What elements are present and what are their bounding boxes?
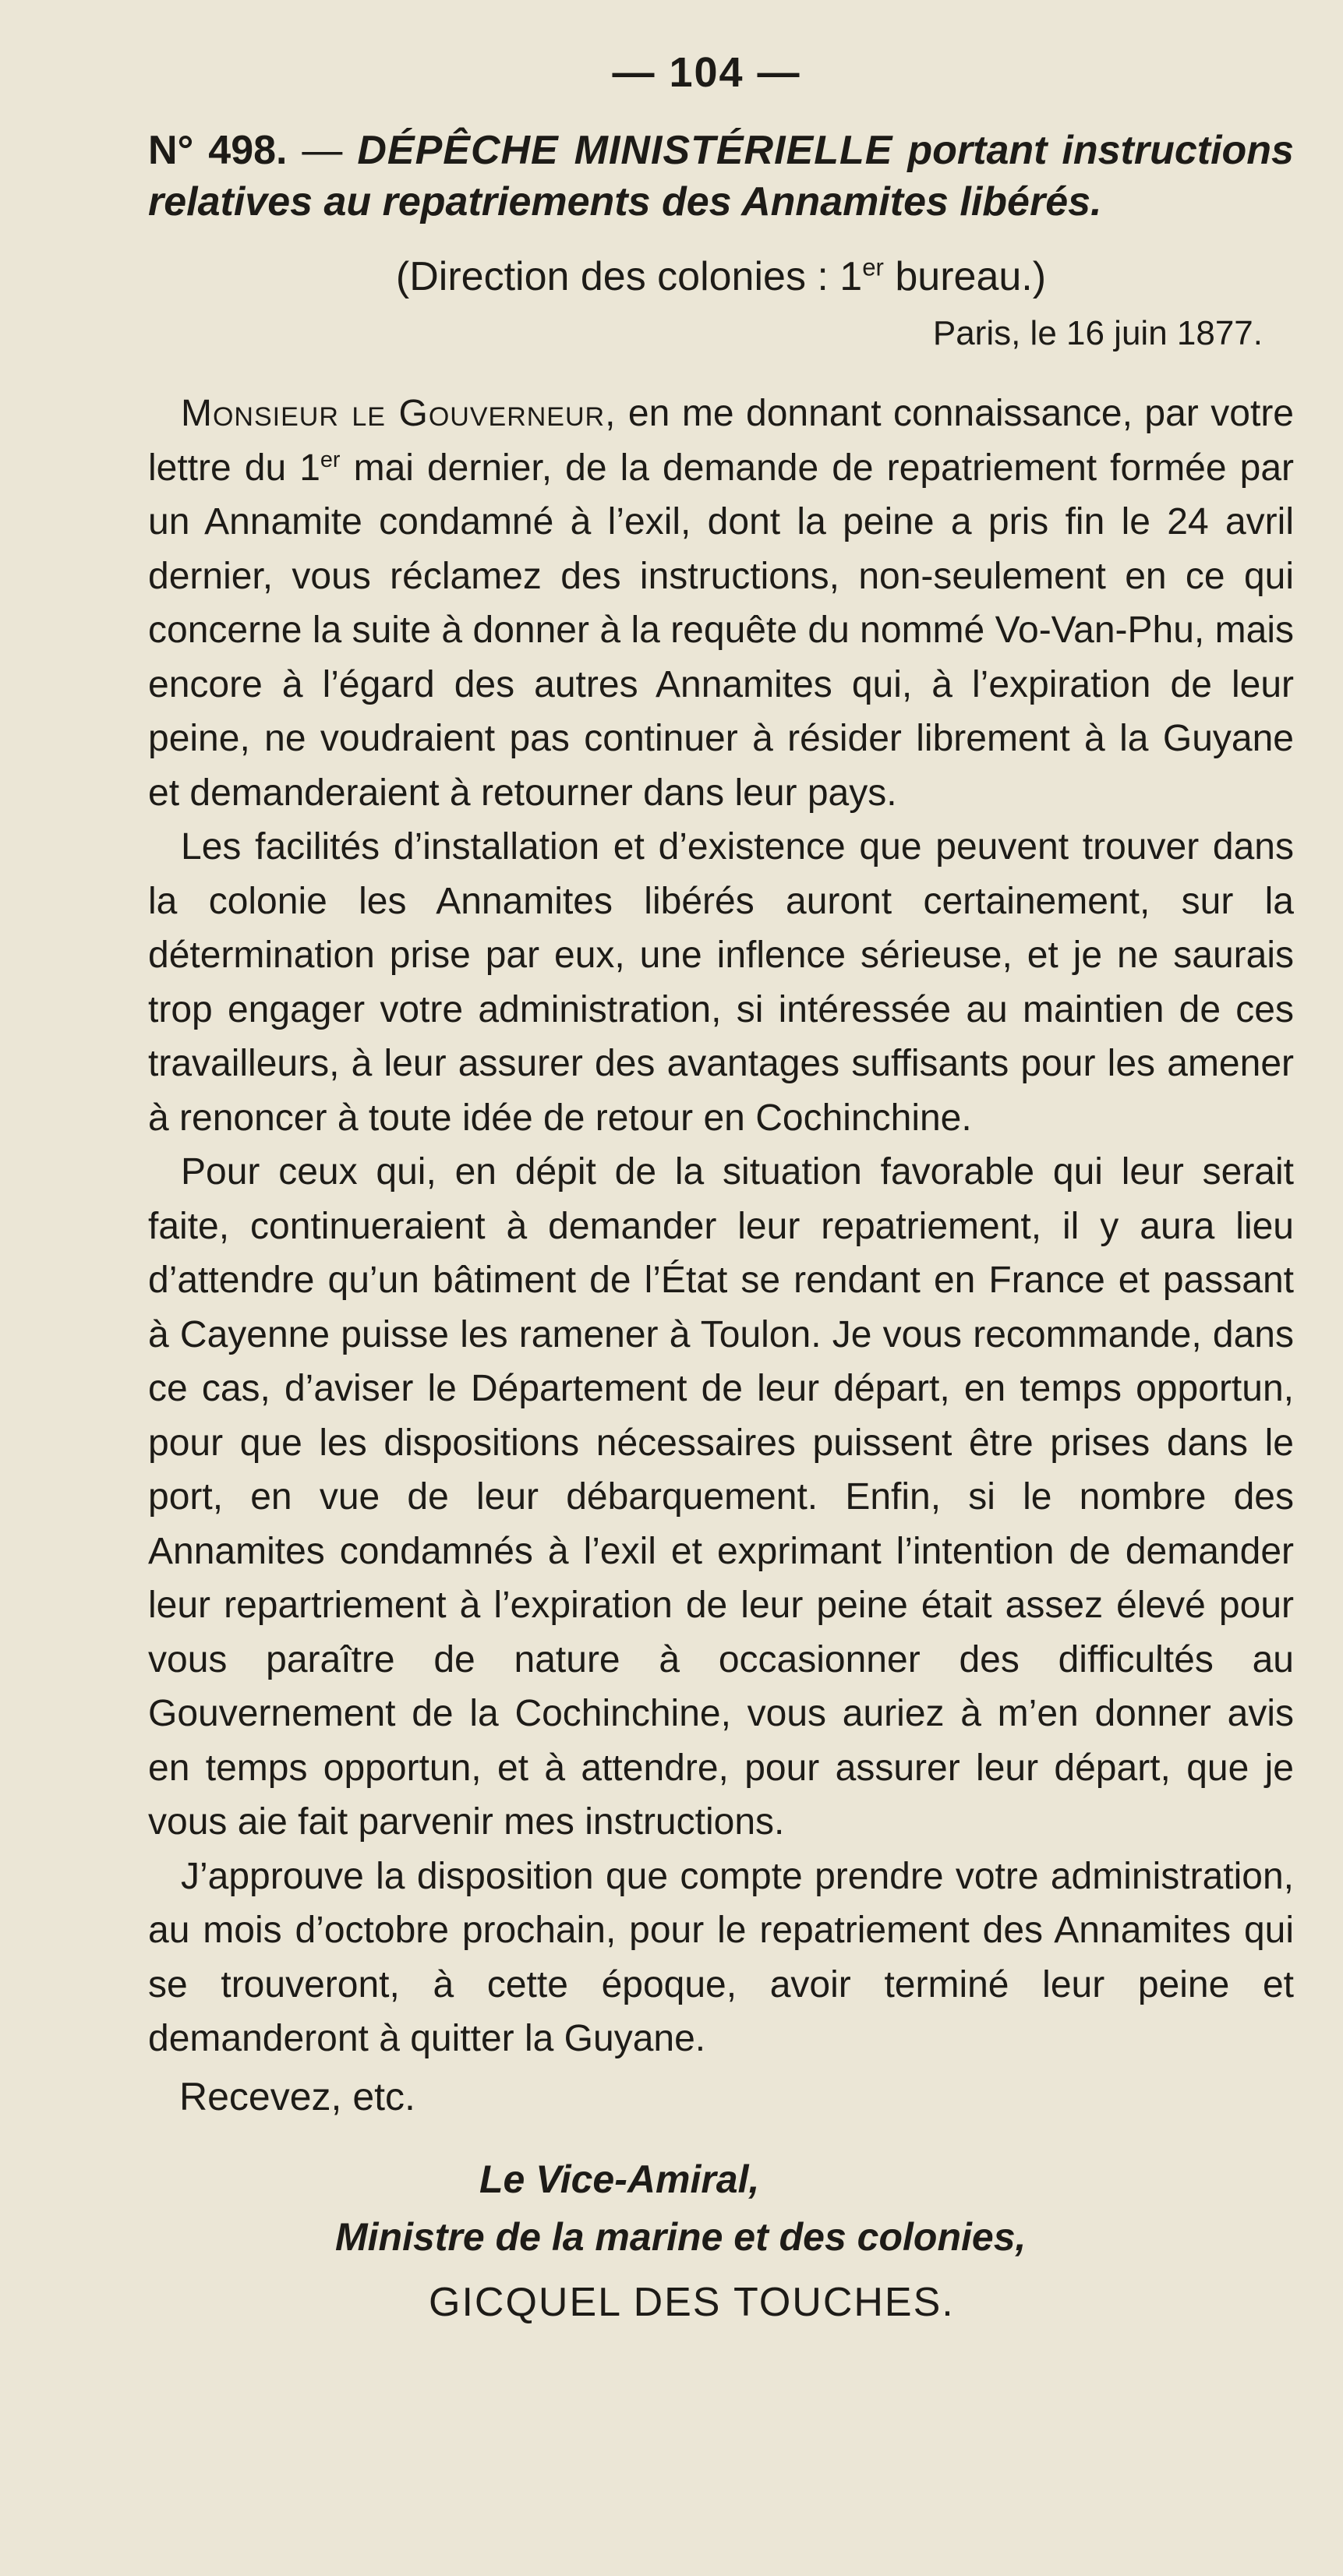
closing-formula: Recevez, etc. xyxy=(179,2074,415,2118)
dateline: Paris, le 16 juin 1877. xyxy=(932,314,1263,352)
signature-name: GICQUEL DES TOUCHES. xyxy=(429,2279,955,2325)
paragraph-3: Pour ceux qui, en dépit de la situation favorable qui leur serait faite, continueraient à demander leur repatriement, il y aura lieu d’attendre qu’un bâtiment de l’État se rendant en France et passant à Cayenne puisse les ramener à Toulon. Je vous recommande, dans ce cas, d’aviser le Département de leur départ, en temps opportun, pour que les dispositions nécessaires puissent être prises dans le port, en vue de leur débarquement. Enfin, si le nombre des Annamites condamnés à l’exil et exprimant l’intention de demander leur repartriement à l’expiration de leur peine était assez élevé pour vous paraître de nature à occasionner des difficultés au Gouvernement de la Cochinchine, vous auriez à m’en donner avis en temps opportun, et à attendre, pour assurer leur départ, que je vous aie fait parvenir mes instructions. xyxy=(148,1151,1294,1843)
entry-description: portant instructions relatives au repatriements des Annamites libérés. xyxy=(148,128,1294,224)
paragraph-4: J’approuve la disposition que compte prendre votre administration, au mois d’octobre prochain, pour le repatriement des Annamites qui se trouveront, à cette époque, avoir terminé leur peine et demanderont à quitter la Guyane. xyxy=(148,1855,1294,2059)
paragraph-2: Les facilités d’installation et d’existence que peuvent trouver dans la colonie les Annamites libérés auront certainement, sur la détermination prise par eux, une inflence sérieuse, et je ne saurais trop engager votre administration, si intéressée au maintien de ces travailleurs, à leur assurer des avantages suffisants pour les amener à renoncer à toute idée de retour en Cochinchine. xyxy=(148,826,1294,1139)
salutation: Monsieur le Gouverneur, xyxy=(181,393,617,434)
signature-rank: Le Vice-Amiral, xyxy=(479,2157,760,2201)
paragraph-1-text-b: mai dernier, de la demande de repatriement formée par un Annamite condamné à l’exil, dont la peine a pris fin le 24 avril dernier, vous réclamez des instructions, non-seulement en ce qui concerne la suite à donner à la requête du nommé Vo-Van-Phu, mais encore à l’égard des autres Annamites qui, à l’expiration de leur peine, ne voudraient pas continuer à résider librement à la Guyane et demanderaient à retourner dans leur pays. xyxy=(148,447,1295,814)
signature-title: Ministre de la marine et des colonies, xyxy=(335,2214,1027,2259)
text-block xyxy=(148,125,1294,2331)
direction-text: (Direction des colonies : 1 xyxy=(395,254,863,299)
entry-number: N° 498. xyxy=(148,128,288,173)
paragraph-1-text-a: en me donnant connaissance, par votre lettre du 1 xyxy=(148,393,1294,489)
paragraph-1 xyxy=(148,387,1294,820)
direction-bureau: bureau.) xyxy=(883,254,1047,299)
direction-line xyxy=(148,251,1294,302)
entry-title xyxy=(148,125,1294,228)
entry-kind: DÉPÊCHE MINISTÉRIELLE xyxy=(357,128,893,173)
paragraph-1-superscript: er xyxy=(320,447,341,472)
page-number: — 104 — xyxy=(612,49,801,96)
direction-superscript: er xyxy=(862,253,884,281)
entry-dash: — xyxy=(287,128,358,173)
